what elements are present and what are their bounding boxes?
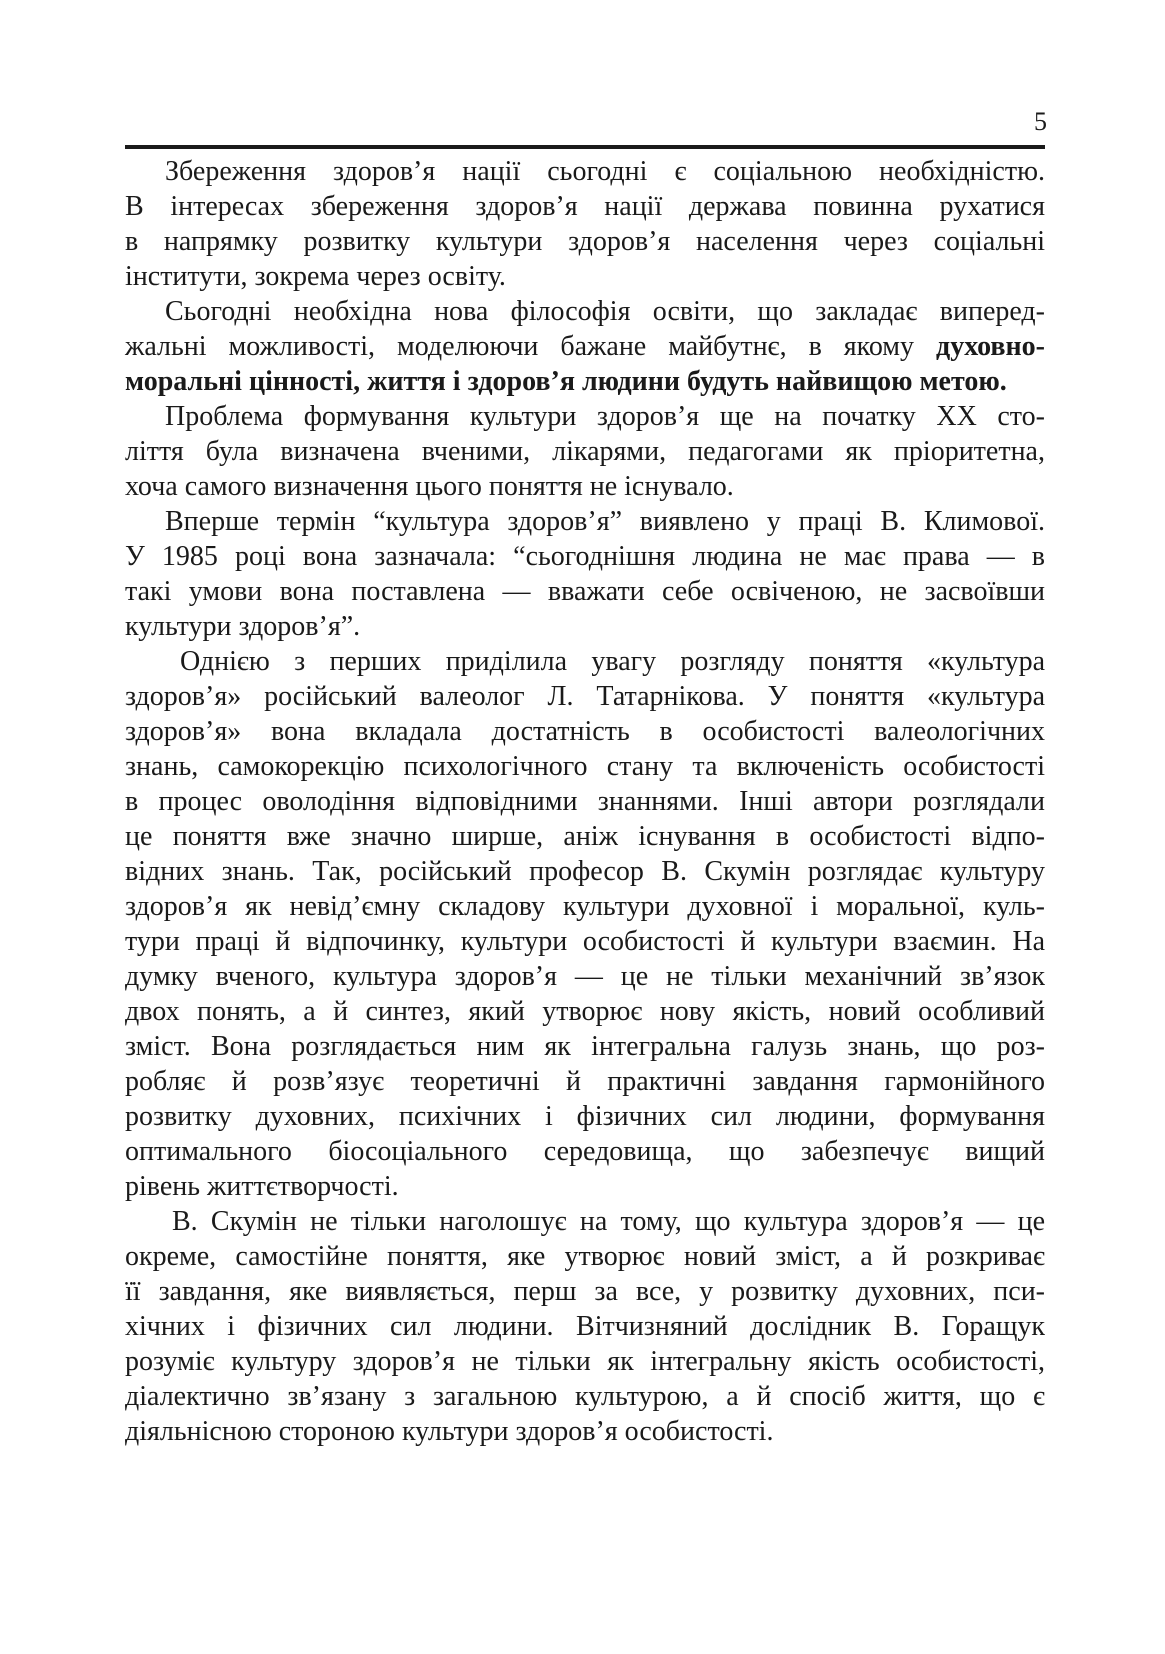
text-line: здоров’я як невід’ємну складову культури духовної і моральної, куль- <box>125 891 1045 922</box>
text-line: Однією з перших приділила увагу розгляду поняття «культура <box>180 646 1045 677</box>
text-line: зміст. Вона розглядається ним як інтегральна галузь знань, що роз- <box>125 1031 1045 1062</box>
paragraph-6 <box>125 1204 1045 1449</box>
text-line: ліття була визначена вченими, лікарями, педагогами як пріоритетна, <box>125 436 1045 467</box>
text-line: оптимального біосоціального середовища, що забезпечує вищий <box>125 1136 1045 1167</box>
text-line: здоров’я» російський валеолог Л. Татарнікова. У поняття «культура <box>125 681 1045 712</box>
text-line: діалектично зв’язану з загальною культурою, а й спосіб життя, що є <box>125 1381 1045 1412</box>
page-number: 5 <box>1034 107 1047 136</box>
paragraph-2 <box>125 294 1045 399</box>
paragraph-3 <box>125 399 1045 504</box>
text-line: діяльнісною стороною культури здоров’я особистості. <box>125 1416 774 1447</box>
text-line: тури праці й відпочинку, культури особистості й культури взаємин. На <box>125 926 1045 957</box>
text-line: Вперше термін “культура здоров’я” виявлено у праці В. Климової. <box>165 506 1045 537</box>
text-line: в процес оволодіння відповідними знаннями. Інші автори розглядали <box>125 786 1045 817</box>
text-line: знань, самокорекцію психологічного стану та включеність особистості <box>125 751 1045 782</box>
text-line: Проблема формування культури здоров’я ще на початку ХХ сто- <box>165 401 1045 432</box>
text-line-start: жальні можливості, моделюючи бажане майбутнє, в якому <box>125 331 915 362</box>
text-line: рівень життєтворчості. <box>125 1171 399 1202</box>
text-line: двох понять, а й синтез, який утворює нову якість, новий особливий <box>125 996 1045 1027</box>
text-line: думку вченого, культура здоров’я — це не тільки механічний зв’язок <box>125 961 1045 992</box>
text-line: її завдання, яке виявляється, перш за все, у розвитку духовних, пси- <box>125 1276 1045 1307</box>
bold-phrase: моральні цінності, життя і здоров’я людини будуть найвищою метою. <box>125 366 1007 397</box>
text-line: окреме, самостійне поняття, яке утворює новий зміст, а й розкриває <box>125 1241 1045 1272</box>
text-line: робляє й розв’язує теоретичні й практичні завдання гармонійного <box>125 1066 1045 1097</box>
text-line: В. Скумін не тільки наголошує на тому, що культура здоров’я — це <box>172 1206 1045 1237</box>
text-line: в напрямку розвитку культури здоров’я населення через соціальні <box>125 226 1045 257</box>
paragraph-5 <box>125 644 1045 1204</box>
text-line: розвитку духовних, психічних і фізичних сил людини, формування <box>125 1101 1045 1132</box>
text-line <box>125 329 1045 364</box>
text-line: інститути, зокрема через освіту. <box>125 261 506 292</box>
bold-phrase-start: духовно- <box>936 331 1046 362</box>
text-line: Збереження здоров’я нації сьогодні є соціальною необхідністю. <box>165 156 1045 187</box>
text-line: розуміє культуру здоров’я не тільки як інтегральну якість особистості, <box>125 1346 1045 1377</box>
paragraph-1 <box>125 154 1045 294</box>
header-rule <box>125 145 1045 149</box>
text-line: такі умови вона поставлена — вважати себе освіченою, не засвоївши <box>125 576 1045 607</box>
text-line: Сьогодні необхідна нова філософія освіти, що закладає виперед- <box>165 296 1045 327</box>
text-line: відних знань. Так, російський професор В. Скумін розглядає культуру <box>125 856 1045 887</box>
text-line: хічних і фізичних сил людини. Вітчизняний дослідник В. Горащук <box>125 1311 1045 1342</box>
text-line: культури здоров’я”. <box>125 611 361 642</box>
text-line <box>125 364 1045 399</box>
body-text <box>125 154 1045 1449</box>
text-line: здоров’я» вона вкладала достатність в особистості валеологічних <box>125 716 1045 747</box>
text-line: це поняття вже значно ширше, аніж існування в особистості відпо- <box>125 821 1045 852</box>
paragraph-4 <box>125 504 1045 644</box>
text-line: хоча самого визначення цього поняття не існувало. <box>125 471 734 502</box>
text-line: У 1985 році вона зазначала: “сьогоднішня людина не має права — в <box>125 541 1045 572</box>
text-line: В інтересах збереження здоров’я нації держава повинна рухатися <box>125 191 1045 222</box>
